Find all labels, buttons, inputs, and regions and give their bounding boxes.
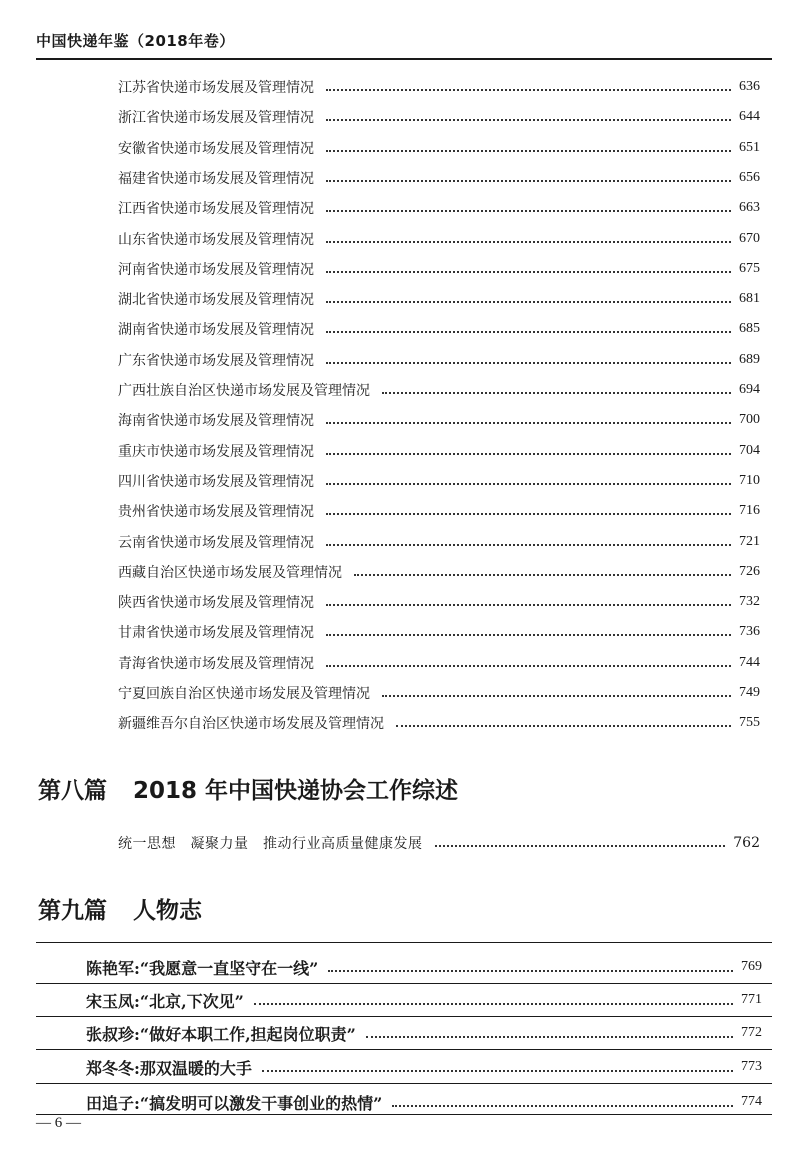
toc-entry-title: 贵州省快递市场发展及管理情况 bbox=[118, 504, 314, 521]
toc-entry-title: 甘肃省快递市场发展及管理情况 bbox=[118, 625, 314, 642]
toc-entry-title: 张叔珍:“做好本职工作,担起岗位职责” bbox=[86, 1024, 356, 1044]
toc-entry-title: 湖北省快递市场发展及管理情况 bbox=[118, 292, 314, 309]
toc-entry[interactable] bbox=[118, 409, 760, 431]
toc-entry-person[interactable] bbox=[86, 988, 762, 1012]
toc-entry-page: 694 bbox=[739, 382, 760, 397]
toc-entry[interactable] bbox=[118, 167, 760, 189]
toc-entry-title: 湖南省快递市场发展及管理情况 bbox=[118, 322, 314, 339]
toc-entry-page: 773 bbox=[741, 1059, 762, 1074]
leader-dots bbox=[326, 119, 731, 121]
leader-dots bbox=[435, 845, 726, 847]
leader-dots bbox=[326, 634, 731, 636]
toc-entry-page: 716 bbox=[739, 503, 760, 519]
toc-entry-title: 福建省快递市场发展及管理情况 bbox=[118, 170, 314, 187]
toc-entry-page: 651 bbox=[739, 139, 760, 155]
toc-entry-page: 685 bbox=[739, 321, 760, 337]
toc-entry-page: 755 bbox=[739, 715, 760, 731]
toc-entry-page: 769 bbox=[741, 959, 762, 974]
toc-entry-page: 675 bbox=[739, 260, 760, 276]
leader-dots bbox=[326, 180, 731, 182]
toc-entry[interactable] bbox=[118, 470, 760, 492]
leader-dots bbox=[326, 301, 731, 303]
entry-rule bbox=[36, 1114, 772, 1115]
toc-entry-page: 710 bbox=[739, 472, 760, 488]
toc-entry-page: 636 bbox=[739, 79, 760, 94]
header-rule bbox=[36, 58, 772, 60]
toc-entry[interactable] bbox=[118, 76, 760, 98]
toc-entry[interactable] bbox=[118, 379, 760, 401]
leader-dots bbox=[326, 483, 731, 485]
toc-entry-title: 重庆市快递市场发展及管理情况 bbox=[118, 443, 314, 460]
toc-entry-title: 统一思想 凝聚力量 推动行业高质量健康发展 bbox=[118, 836, 423, 852]
toc-entry-page: 644 bbox=[739, 109, 760, 125]
toc-entry[interactable] bbox=[118, 621, 760, 643]
toc-entry-page: 762 bbox=[733, 835, 760, 851]
toc-entry-page: 721 bbox=[739, 533, 760, 549]
leader-dots bbox=[254, 1003, 733, 1005]
leader-dots bbox=[326, 513, 731, 515]
toc-entry-title: 四川省快递市场发展及管理情况 bbox=[118, 473, 314, 490]
toc-entry-page: 656 bbox=[739, 169, 760, 185]
toc-entry-title: 安徽省快递市场发展及管理情况 bbox=[118, 140, 314, 157]
leader-dots bbox=[396, 725, 731, 727]
leader-dots bbox=[262, 1070, 733, 1072]
toc-entry-page: 704 bbox=[739, 442, 760, 458]
section-9-title: 人物志 bbox=[133, 898, 202, 924]
toc-entry-title: 田追子:“搞发明可以激发干事创业的热情” bbox=[86, 1093, 383, 1113]
leader-dots bbox=[382, 695, 731, 697]
leader-dots bbox=[326, 331, 731, 333]
toc-entry-title: 西藏自治区快递市场发展及管理情况 bbox=[118, 564, 342, 581]
toc-entry[interactable] bbox=[118, 712, 760, 734]
section-8-number: 第八篇 bbox=[38, 778, 107, 804]
leader-dots bbox=[326, 544, 731, 546]
leader-dots bbox=[366, 1036, 733, 1038]
toc-entry-page: 771 bbox=[741, 992, 762, 1007]
leader-dots bbox=[326, 453, 731, 455]
toc-entry[interactable] bbox=[118, 531, 760, 553]
toc-entry-page: 772 bbox=[741, 1025, 762, 1040]
toc-entry-page: 749 bbox=[739, 685, 760, 700]
toc-entry-title: 陈艳军:“我愿意一直坚守在一线” bbox=[86, 958, 319, 978]
toc-entry-title: 宋玉凤:“北京,下次见” bbox=[86, 991, 244, 1011]
toc-entry-title: 宁夏回族自治区快递市场发展及管理情况 bbox=[118, 686, 370, 702]
leader-dots bbox=[326, 150, 731, 152]
toc-entry-title: 云南省快递市场发展及管理情况 bbox=[118, 534, 314, 551]
toc-entry[interactable] bbox=[118, 258, 760, 280]
toc-entry-page: 774 bbox=[741, 1094, 762, 1109]
toc-entry-title: 广东省快递市场发展及管理情况 bbox=[118, 352, 314, 369]
leader-dots bbox=[326, 665, 731, 667]
section-8-heading bbox=[38, 772, 458, 805]
toc-entry[interactable] bbox=[118, 500, 760, 522]
toc-entry-page: 744 bbox=[739, 654, 760, 670]
leader-dots bbox=[328, 970, 733, 972]
leader-dots bbox=[326, 271, 731, 273]
toc-entry-title: 河南省快递市场发展及管理情况 bbox=[118, 261, 314, 278]
entry-rule bbox=[36, 983, 772, 984]
toc-entry[interactable] bbox=[118, 318, 760, 340]
toc-entry-person[interactable] bbox=[86, 955, 762, 979]
toc-entry-page: 726 bbox=[739, 563, 760, 579]
entry-rule bbox=[36, 1016, 772, 1017]
toc-entry-title: 浙江省快递市场发展及管理情况 bbox=[118, 110, 314, 127]
toc-entry-person[interactable] bbox=[86, 1055, 762, 1079]
toc-entry-person[interactable] bbox=[86, 1090, 762, 1114]
toc-entry[interactable] bbox=[118, 561, 760, 583]
toc-entry-page: 736 bbox=[739, 624, 760, 640]
toc-entry[interactable] bbox=[118, 106, 760, 128]
toc-entry-page: 681 bbox=[739, 291, 760, 307]
leader-dots bbox=[326, 604, 731, 606]
toc-entry[interactable] bbox=[118, 682, 760, 704]
entry-rule bbox=[36, 1083, 772, 1084]
leader-dots bbox=[326, 362, 731, 364]
toc-entry-title: 海南省快递市场发展及管理情况 bbox=[118, 413, 314, 430]
toc-entry-page: 732 bbox=[739, 594, 760, 610]
section-8-title: 2018 年中国快递协会工作综述 bbox=[133, 778, 459, 804]
toc-entry[interactable] bbox=[118, 652, 760, 674]
section-9-heading bbox=[38, 892, 202, 925]
toc-entry-title: 青海省快递市场发展及管理情况 bbox=[118, 655, 314, 672]
toc-entry-page: 670 bbox=[739, 230, 760, 246]
leader-dots bbox=[326, 241, 731, 243]
toc-entry-page: 700 bbox=[739, 412, 760, 428]
toc-entry[interactable] bbox=[118, 228, 760, 250]
toc-entry-person[interactable] bbox=[86, 1021, 762, 1045]
toc-entry-title: 江西省快递市场发展及管理情况 bbox=[118, 201, 314, 218]
toc-entry-title: 广西壮族自治区快递市场发展及管理情况 bbox=[118, 383, 370, 399]
leader-dots bbox=[392, 1105, 733, 1107]
section-9-number: 第九篇 bbox=[38, 898, 107, 924]
entry-rule bbox=[36, 1049, 772, 1050]
leader-dots bbox=[326, 422, 731, 424]
toc-entry-title: 陕西省快递市场发展及管理情况 bbox=[118, 595, 314, 612]
toc-entry-title: 山东省快递市场发展及管理情况 bbox=[118, 231, 314, 248]
toc-entry[interactable] bbox=[118, 197, 760, 219]
toc-entry[interactable] bbox=[118, 440, 760, 462]
toc-entry[interactable] bbox=[118, 832, 760, 854]
leader-dots bbox=[326, 210, 731, 212]
section-rule bbox=[36, 942, 772, 943]
running-header: 中国快递年鉴（2018年卷） bbox=[36, 32, 235, 50]
toc-entry-title: 郑冬冬:那双温暖的大手 bbox=[86, 1058, 252, 1078]
toc-entry-title: 新疆维吾尔自治区快递市场发展及管理情况 bbox=[118, 716, 384, 733]
toc-entry[interactable] bbox=[118, 349, 760, 371]
toc-entry[interactable] bbox=[118, 288, 760, 310]
toc-entry-title: 江苏省快递市场发展及管理情况 bbox=[118, 80, 314, 96]
toc-entry-page: 663 bbox=[739, 200, 760, 216]
leader-dots bbox=[326, 89, 731, 91]
page-number: — 6 — bbox=[36, 1115, 81, 1131]
toc-entry[interactable] bbox=[118, 591, 760, 613]
toc-entry-page: 689 bbox=[739, 351, 760, 367]
toc-entry[interactable] bbox=[118, 137, 760, 159]
leader-dots bbox=[382, 392, 731, 394]
leader-dots bbox=[354, 574, 731, 576]
